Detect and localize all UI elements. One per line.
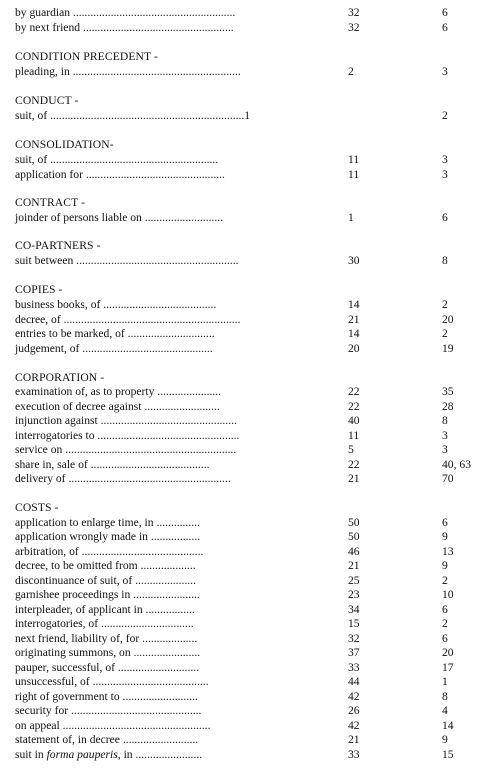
heading-text: CONSOLIDATION- (15, 138, 114, 151)
section-number: 32 (348, 632, 360, 645)
page-number: 9 (442, 559, 448, 572)
index-entry (15, 690, 485, 704)
entry-text: by guardian ........................................................ (15, 6, 236, 19)
entry-text: on appeal ................................................... (15, 719, 211, 732)
index-entry (15, 574, 485, 588)
section-number: 32 (348, 21, 360, 34)
page-number: 3 (442, 168, 448, 181)
entry-text: judgement, of ............................................. (15, 342, 213, 355)
section-number: 2 (348, 65, 354, 78)
page-number: 9 (442, 733, 448, 746)
entry-text: interrogatories to ................................................. (15, 429, 240, 442)
index-entry (15, 298, 485, 312)
section-number: 15 (348, 617, 360, 630)
page-number: 28 (442, 400, 454, 413)
section-number: 33 (348, 748, 360, 761)
section-number: 22 (348, 385, 360, 398)
entry-text: share in, sale of ......................................... (15, 458, 210, 471)
section-number: 21 (348, 472, 360, 485)
index-entry (15, 458, 485, 472)
entry-text: pleading, in .......................................................... (15, 65, 241, 78)
section-number: 50 (348, 516, 360, 529)
page-number: 6 (442, 211, 448, 224)
entry-text: pauper, successful, of ............................ (15, 661, 200, 674)
heading-text: CONDITION PRECEDENT - (15, 50, 158, 63)
index-entry (15, 414, 485, 428)
section-number: 42 (348, 719, 360, 732)
index-entry (15, 65, 485, 79)
section-number: 26 (348, 704, 360, 717)
index-entry (15, 385, 485, 399)
index-entry (15, 530, 485, 544)
entry-text: suit, of .......................................................... (15, 153, 219, 166)
index-entry (15, 211, 485, 225)
section-number: 33 (348, 661, 360, 674)
index-heading (15, 371, 485, 385)
page-number: 6 (442, 603, 448, 616)
index-entry (15, 168, 485, 182)
entry-text: by next friend .................................................... (15, 21, 234, 34)
index-entry (15, 545, 485, 559)
section-number: 46 (348, 545, 360, 558)
entry-text: application to enlarge time, in ............... (15, 516, 200, 529)
entry-text: arbitration, of .......................................... (15, 545, 204, 558)
page-number: 40, 63 (442, 458, 471, 471)
page-number: 6 (442, 6, 448, 19)
heading-text: CONTRACT - (15, 196, 86, 209)
section-number: 21 (348, 313, 360, 326)
entry-text: examination of, as to property ...................... (15, 385, 222, 398)
page-number: 4 (442, 704, 448, 717)
entry-text: decree, to be omitted from ................... (15, 559, 196, 572)
section-number: 21 (348, 559, 360, 572)
page-number: 70 (442, 472, 454, 485)
entry-text: application for ................................................ (15, 168, 225, 181)
section-number: 34 (348, 603, 360, 616)
page-number: 20 (442, 646, 454, 659)
entry-text: interpleader, of applicant in ................. (15, 603, 195, 616)
section-number: 22 (348, 400, 360, 413)
page-number: 2 (442, 327, 448, 340)
section-number: 14 (348, 327, 360, 340)
page-number: 3 (442, 65, 448, 78)
index-entry (15, 472, 485, 486)
entry-text: application wrongly made in ................. (15, 530, 201, 543)
section-number: 21 (348, 733, 360, 746)
heading-text: CO-PARTNERS - (15, 239, 101, 252)
index-heading (15, 94, 485, 108)
page-number: 6 (442, 632, 448, 645)
index-entry (15, 313, 485, 327)
entry-text: statement of, in decree .......................... (15, 733, 199, 746)
entry-text: security for ............................................. (15, 704, 202, 717)
entry-text: service on ........................................................... (15, 443, 237, 456)
index-entry (15, 559, 485, 573)
index-heading (15, 138, 485, 152)
entry-text: decree, of ............................................................. (15, 313, 241, 326)
index-entry (15, 443, 485, 457)
section-number: 11 (348, 153, 360, 166)
page-number: 9 (442, 530, 448, 543)
index-entry (15, 6, 485, 20)
index-heading (15, 50, 485, 64)
entry-text: interrogatories, of ................................ (15, 617, 194, 630)
entry-text: joinder of persons liable on ........................... (15, 211, 224, 224)
index-entry (15, 21, 485, 35)
page-number: 14 (442, 719, 454, 732)
index-entry (15, 632, 485, 646)
page-number: 3 (442, 153, 448, 166)
section-number: 20 (348, 342, 360, 355)
entry-text: injunction against ............................................... (15, 414, 237, 427)
index-entry (15, 603, 485, 617)
page-number: 6 (442, 516, 448, 529)
section-number: 40 (348, 414, 360, 427)
section-number: 14 (348, 298, 360, 311)
entry-text: next friend, liability of, for ................... (15, 632, 198, 645)
index-entry (15, 588, 485, 602)
index-heading (15, 283, 485, 297)
page-number: 35 (442, 385, 454, 398)
page-number: 15 (442, 748, 454, 761)
section-number: 22 (348, 458, 360, 471)
index-entry (15, 733, 485, 747)
entry-text: business books, of ....................................... (15, 298, 217, 311)
entry-text: originating summons, on ....................... (15, 646, 201, 659)
index-entry (15, 516, 485, 530)
section-number: 1 (348, 211, 354, 224)
entry-text: suit between ........................................................ (15, 254, 239, 267)
entry-text: delivery of ........................................................ (15, 472, 231, 485)
index-heading (15, 239, 485, 253)
page-number: 1 (442, 675, 448, 688)
index-entry (15, 661, 485, 675)
page-number: 3 (442, 443, 448, 456)
section-number: 11 (348, 168, 360, 181)
index-heading (15, 196, 485, 210)
index-entry (15, 748, 485, 762)
index-entry (15, 254, 485, 268)
index-entry (15, 675, 485, 689)
entry-text: execution of decree against .......................... (15, 400, 220, 413)
page-number: 19 (442, 342, 454, 355)
entry-text: suit in forma pauperis, in ....................... (15, 748, 203, 761)
entry-text: entries to be marked, of .............................. (15, 327, 215, 340)
heading-text: CORPORATION - (15, 371, 105, 384)
page-number: 8 (442, 254, 448, 267)
section-number: 42 (348, 690, 360, 703)
page-number: 8 (442, 414, 448, 427)
heading-text: COPIES - (15, 283, 63, 296)
index-entry (15, 327, 485, 341)
section-number: 30 (348, 254, 360, 267)
section-number: 44 (348, 675, 360, 688)
section-number: 23 (348, 588, 360, 601)
entry-text: discontinuance of suit, of ..................... (15, 574, 196, 587)
entry-text: unsuccessful, of ........................................ (15, 675, 209, 688)
page-number: 20 (442, 313, 454, 326)
entry-text: suit, of ...................................................................1 (15, 109, 251, 122)
index-entry (15, 704, 485, 718)
page-number: 2 (442, 574, 448, 587)
page-number: 2 (442, 617, 448, 630)
index-entry (15, 617, 485, 631)
section-number: 32 (348, 6, 360, 19)
index-entry (15, 342, 485, 356)
index-entry (15, 400, 485, 414)
heading-text: CONDUCT - (15, 94, 79, 107)
entry-text: right of government to .......................... (15, 690, 198, 703)
section-number: 50 (348, 530, 360, 543)
section-number: 25 (348, 574, 360, 587)
index-entry (15, 109, 485, 123)
section-number: 37 (348, 646, 360, 659)
page-number: 3 (442, 429, 448, 442)
page-number: 2 (442, 109, 448, 122)
section-number: 5 (348, 443, 354, 456)
page-number: 10 (442, 588, 454, 601)
page-number: 2 (442, 298, 448, 311)
index-entry (15, 646, 485, 660)
heading-text: COSTS - (15, 501, 59, 514)
page-number: 8 (442, 690, 448, 703)
index-heading (15, 501, 485, 515)
entry-text: garnishee proceedings in ....................... (15, 588, 200, 601)
page-number: 17 (442, 661, 454, 674)
index-entry (15, 153, 485, 167)
index-entry (15, 429, 485, 443)
index-entry (15, 719, 485, 733)
page-number: 13 (442, 545, 454, 558)
page-number: 6 (442, 21, 448, 34)
section-number: 11 (348, 429, 360, 442)
